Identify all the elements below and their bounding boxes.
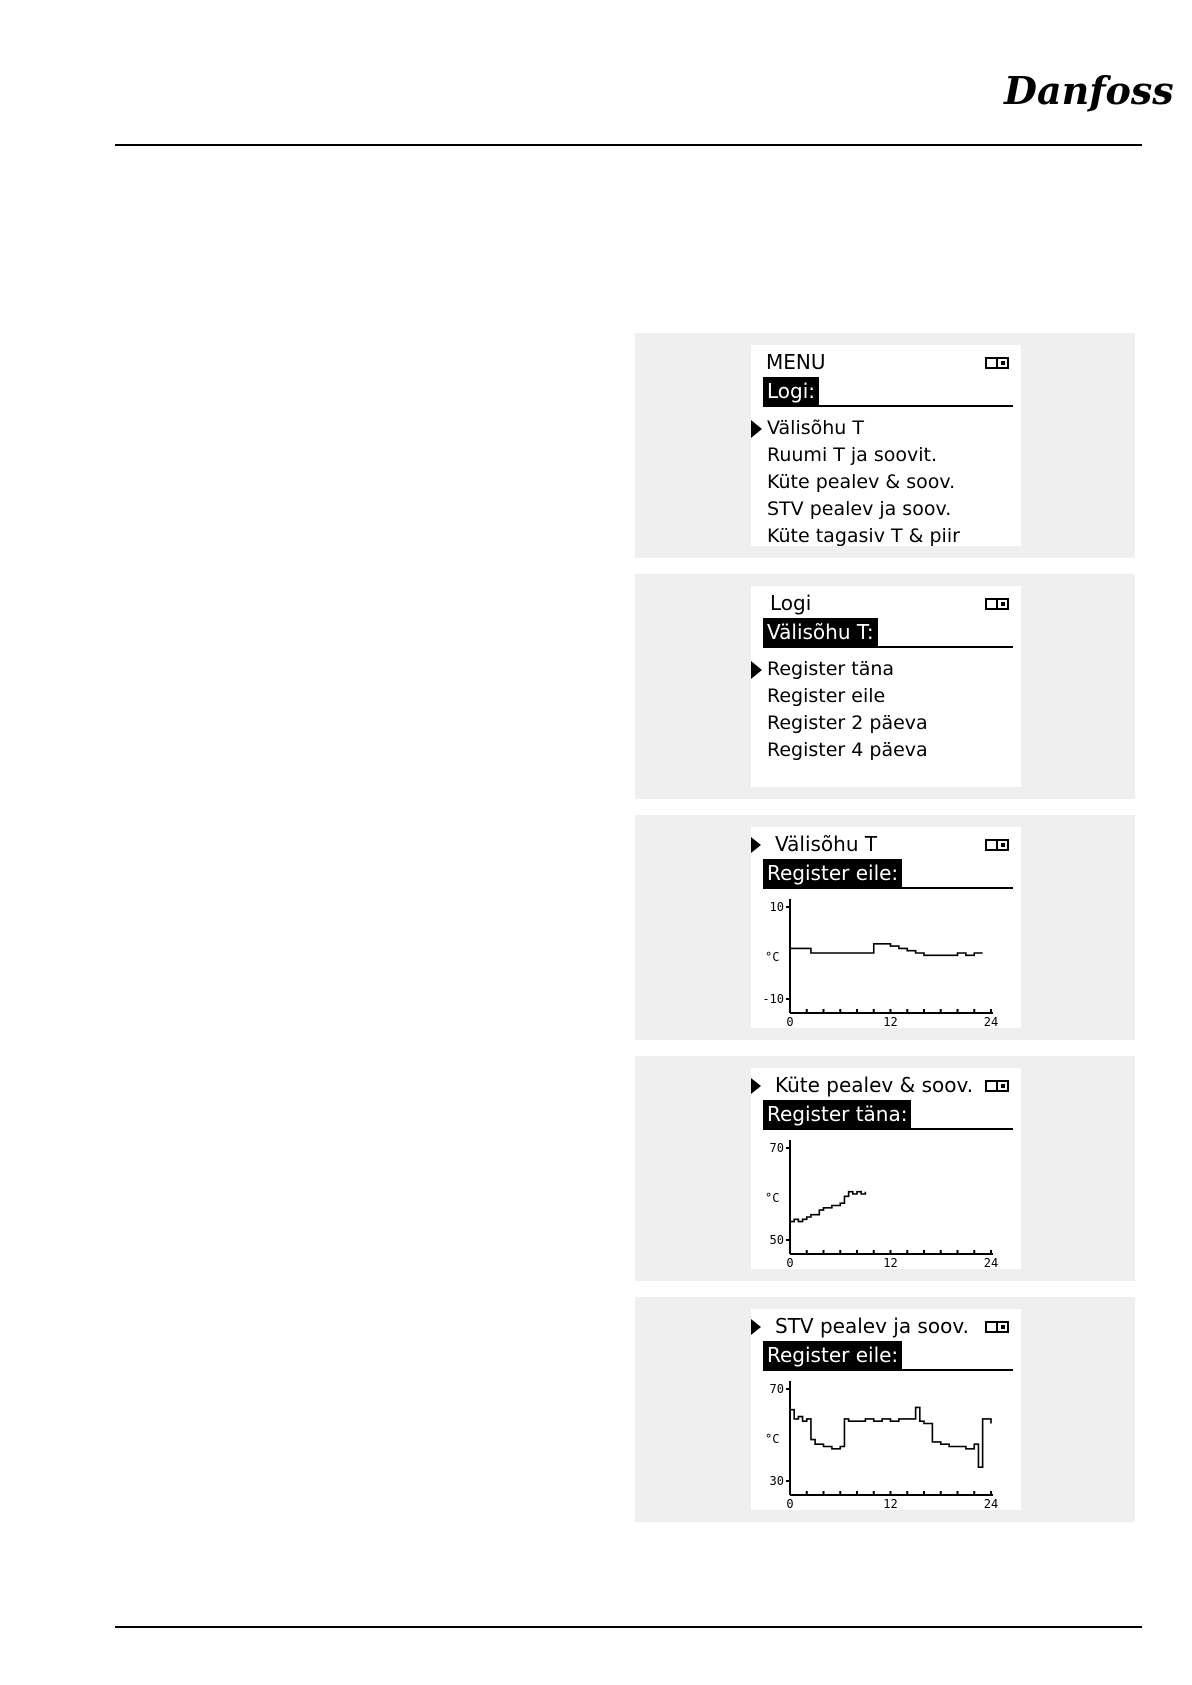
y-tick-label: 70 bbox=[769, 1382, 784, 1396]
battery-icon bbox=[985, 598, 1009, 610]
lcd-display bbox=[751, 345, 1021, 546]
screen-subtitle: Register eile: bbox=[763, 1341, 902, 1369]
x-tick-label: 0 bbox=[786, 1015, 794, 1029]
selection-arrow-icon bbox=[751, 661, 762, 679]
log-chart bbox=[751, 1134, 1021, 1269]
log-chart bbox=[751, 893, 1021, 1028]
screen-header: Välisõhu T bbox=[751, 831, 877, 857]
menu-item[interactable]: Register eile bbox=[767, 685, 886, 707]
menu-item[interactable]: Register 4 päeva bbox=[767, 739, 928, 761]
x-tick-label: 24 bbox=[983, 1256, 999, 1270]
menu-item[interactable]: Küte tagasiv T & piir bbox=[767, 525, 960, 547]
x-tick-label: 24 bbox=[983, 1015, 999, 1029]
series-line bbox=[790, 1192, 865, 1222]
subtitle-underline bbox=[763, 1128, 1013, 1130]
subtitle-underline bbox=[763, 1369, 1013, 1371]
subtitle-underline bbox=[763, 405, 1013, 407]
screen-header: STV pealev ja soov. bbox=[751, 1313, 969, 1339]
series-line bbox=[790, 944, 983, 956]
x-tick-label: 24 bbox=[983, 1497, 999, 1511]
x-tick-label: 12 bbox=[883, 1497, 898, 1511]
series-line bbox=[790, 1407, 991, 1467]
log-chart bbox=[751, 1375, 1021, 1510]
y-axis-label: °C bbox=[765, 1191, 780, 1205]
y-tick-label: 50 bbox=[769, 1233, 784, 1247]
screen-panel-5 bbox=[635, 1297, 1135, 1522]
back-arrow-icon bbox=[751, 1319, 761, 1335]
screen-header: MENU bbox=[766, 350, 826, 374]
battery-icon bbox=[985, 357, 1009, 369]
menu-item[interactable]: Register täna bbox=[751, 656, 1021, 683]
battery-icon bbox=[985, 1080, 1009, 1092]
lcd-display bbox=[751, 1309, 1021, 1510]
y-axis-label: °C bbox=[765, 1432, 780, 1446]
menu-list bbox=[751, 656, 1021, 764]
screen-header: Küte pealev & soov. bbox=[751, 1072, 973, 1098]
x-tick-label: 0 bbox=[786, 1497, 794, 1511]
menu-item[interactable]: STV pealev ja soov. bbox=[767, 498, 952, 520]
brand-wordmark: Danfoss bbox=[1004, 68, 1174, 113]
x-tick-label: 12 bbox=[883, 1015, 898, 1029]
lcd-display bbox=[751, 586, 1021, 787]
screen-panel-3 bbox=[635, 815, 1135, 1040]
back-arrow-icon bbox=[751, 837, 761, 853]
subtitle-underline bbox=[763, 646, 1013, 648]
y-tick-label: -10 bbox=[762, 992, 784, 1006]
screen-panel-1 bbox=[635, 333, 1135, 558]
menu-item[interactable]: Ruumi T ja soovit. bbox=[767, 444, 938, 466]
subtitle-underline bbox=[763, 887, 1013, 889]
lcd-display bbox=[751, 827, 1021, 1028]
y-axis-label: °C bbox=[765, 950, 780, 964]
screen-subtitle: Register eile: bbox=[763, 859, 902, 887]
screen-subtitle: Register täna: bbox=[763, 1100, 911, 1128]
battery-icon bbox=[985, 1321, 1009, 1333]
header-rule bbox=[115, 144, 1142, 146]
y-tick-label: 70 bbox=[769, 1141, 784, 1155]
x-tick-label: 0 bbox=[786, 1256, 794, 1270]
lcd-display bbox=[751, 1068, 1021, 1269]
screen-panel-2 bbox=[635, 574, 1135, 799]
y-tick-label: 10 bbox=[769, 900, 784, 914]
screen-subtitle: Välisõhu T: bbox=[763, 618, 878, 646]
menu-item[interactable]: Register 2 päeva bbox=[767, 712, 928, 734]
back-arrow-icon bbox=[751, 1078, 761, 1094]
y-tick-label: 30 bbox=[769, 1474, 784, 1488]
menu-list bbox=[751, 415, 1021, 550]
danfoss-logo bbox=[1000, 60, 1174, 122]
menu-item[interactable]: Välisõhu T bbox=[751, 415, 1021, 442]
battery-icon bbox=[985, 839, 1009, 851]
selection-arrow-icon bbox=[751, 420, 762, 438]
screen-subtitle: Logi: bbox=[763, 377, 819, 405]
menu-item[interactable]: Küte pealev & soov. bbox=[767, 471, 956, 493]
screen-header: Logi bbox=[770, 591, 812, 615]
x-tick-label: 12 bbox=[883, 1256, 898, 1270]
footer-rule bbox=[115, 1626, 1142, 1628]
screen-panel-4 bbox=[635, 1056, 1135, 1281]
